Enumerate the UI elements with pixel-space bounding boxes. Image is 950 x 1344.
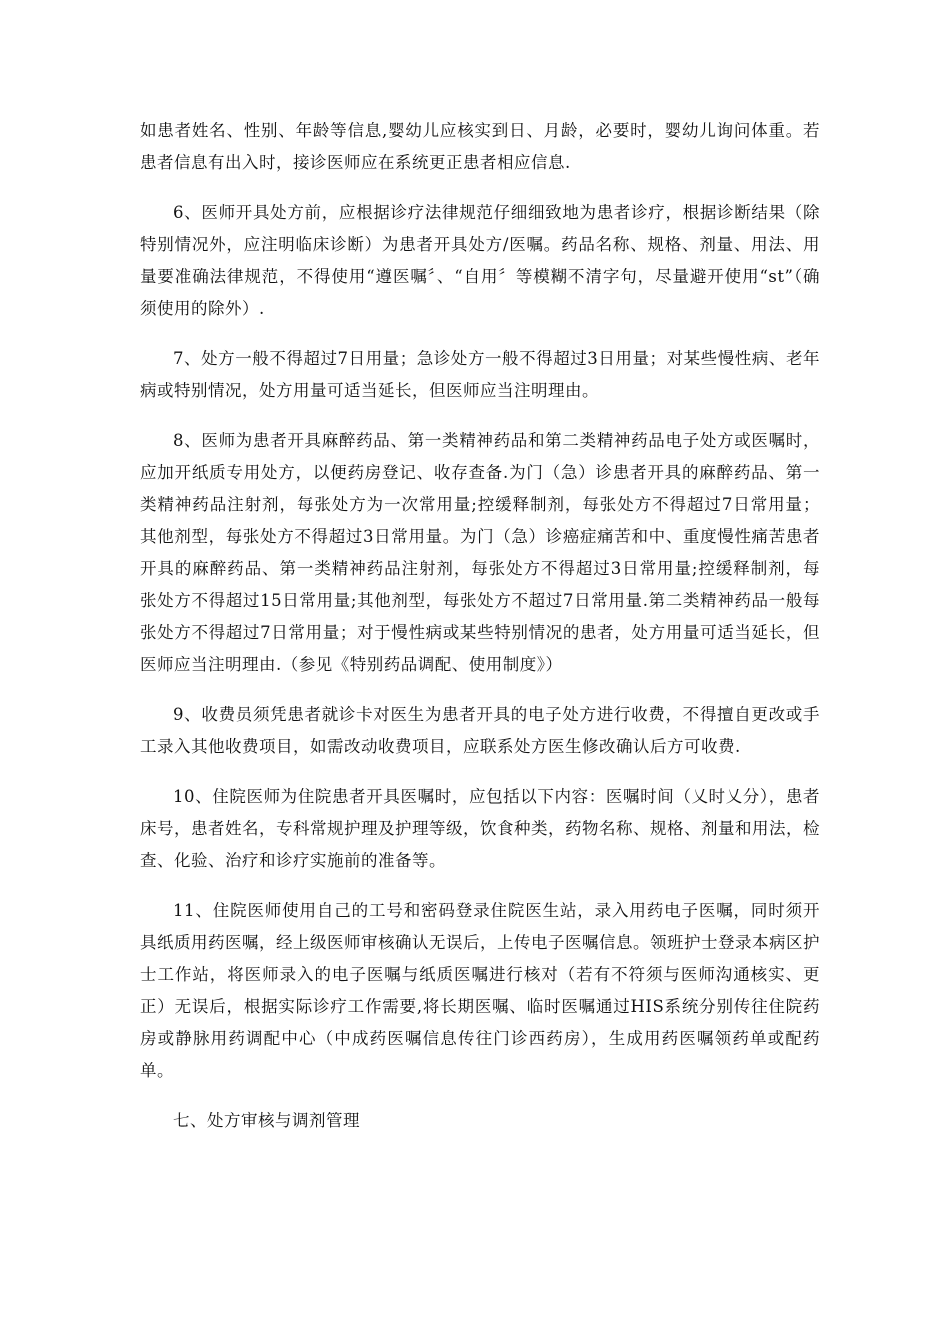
paragraph-continuation: 如患者姓名、性别、年龄等信息,婴幼儿应核实到日、月龄，必要时，婴幼儿询问体重。若患者信息有出入时，接诊医师应在系统更正患者相应信息. (140, 121, 820, 172)
paragraph-item-7: 7、处方一般不得超过7日用量；急诊处方一般不得超过3日用量；对某些慢性病、老年病或特别情况，处方用量可适当延长，但医师应当注明理由。 (140, 349, 820, 400)
paragraph-item-9: 9、收费员须凭患者就诊卡对医生为患者开具的电子处方进行收费，不得擅自更改或手工录入其他收费项目，如需改动收费项目，应联系处方医生修改确认后方可收费. (140, 705, 820, 756)
section-heading: 七、处方审核与调剂管理 (173, 1111, 360, 1130)
paragraph-item-11: 11、住院医师使用自己的工号和密码登录住院医生站，录入用药电子医嘱，同时须开具纸质用药医嘱，经上级医师审核确认无误后，上传电子医嘱信息。领班护士登录本病区护士工作站，将医师录入的电子医嘱与纸质医嘱进行核对（若有不符须与医师沟通核实、更正）无误后，根据实际诊疗工作需要,将长期医嘱、临时医嘱通过HIS系统分别传往住院药房或静脉用药调配中心（中成药医嘱信息传往门诊西药房），生成用药医嘱领药单或配药单。 (140, 901, 820, 1080)
paragraph-item-6: 6、医师开具处方前，应根据诊疗法律规范仔细细致地为患者诊疗，根据诊断结果（除特别情况外，应注明临床诊断）为患者开具处方/医嘱。药品名称、规格、剂量、用法、用量要准确法律规范，不得使用“遵医嘱〞、“自用〞等模糊不清字句，尽量避开使用“st”（确须使用的除外）. (140, 203, 820, 318)
paragraph-item-8: 8、医师为患者开具麻醉药品、第一类精神药品和第二类精神药品电子处方或医嘱时，应加开纸质专用处方，以便药房登记、收存查备.为门（急）诊患者开具的麻醉药品、第一类精神药品注射剂，每张处方为一次常用量;控缓释制剂，每张处方不得超过7日常用量；其他剂型，每张处方不得超过3日常用量。为门（急）诊癌症痛苦和中、重度慢性痛苦患者开具的麻醉药品、第一类精神药品注射剂，每张处方不得超过3日常用量;控缓释制剂，每张处方不得超过15日常用量;其他剂型，每张处方不超过7日常用量.第二类精神药品一般每张处方不得超过7日常用量；对于慢性病或某些特别情况的患者，处方用量可适当延长，但医师应当注明理由.（参见《特别药品调配、使用制度》） (140, 431, 820, 674)
paragraph-item-10: 10、住院医师为住院患者开具医嘱时，应包括以下内容：医嘱时间（乂时乂分），患者床号，患者姓名，专科常规护理及护理等级，饮食种类，药物名称、规格、剂量和用法，检查、化验、治疗和诊疗实施前的准备等。 (140, 787, 820, 870)
document-body (140, 115, 820, 1137)
